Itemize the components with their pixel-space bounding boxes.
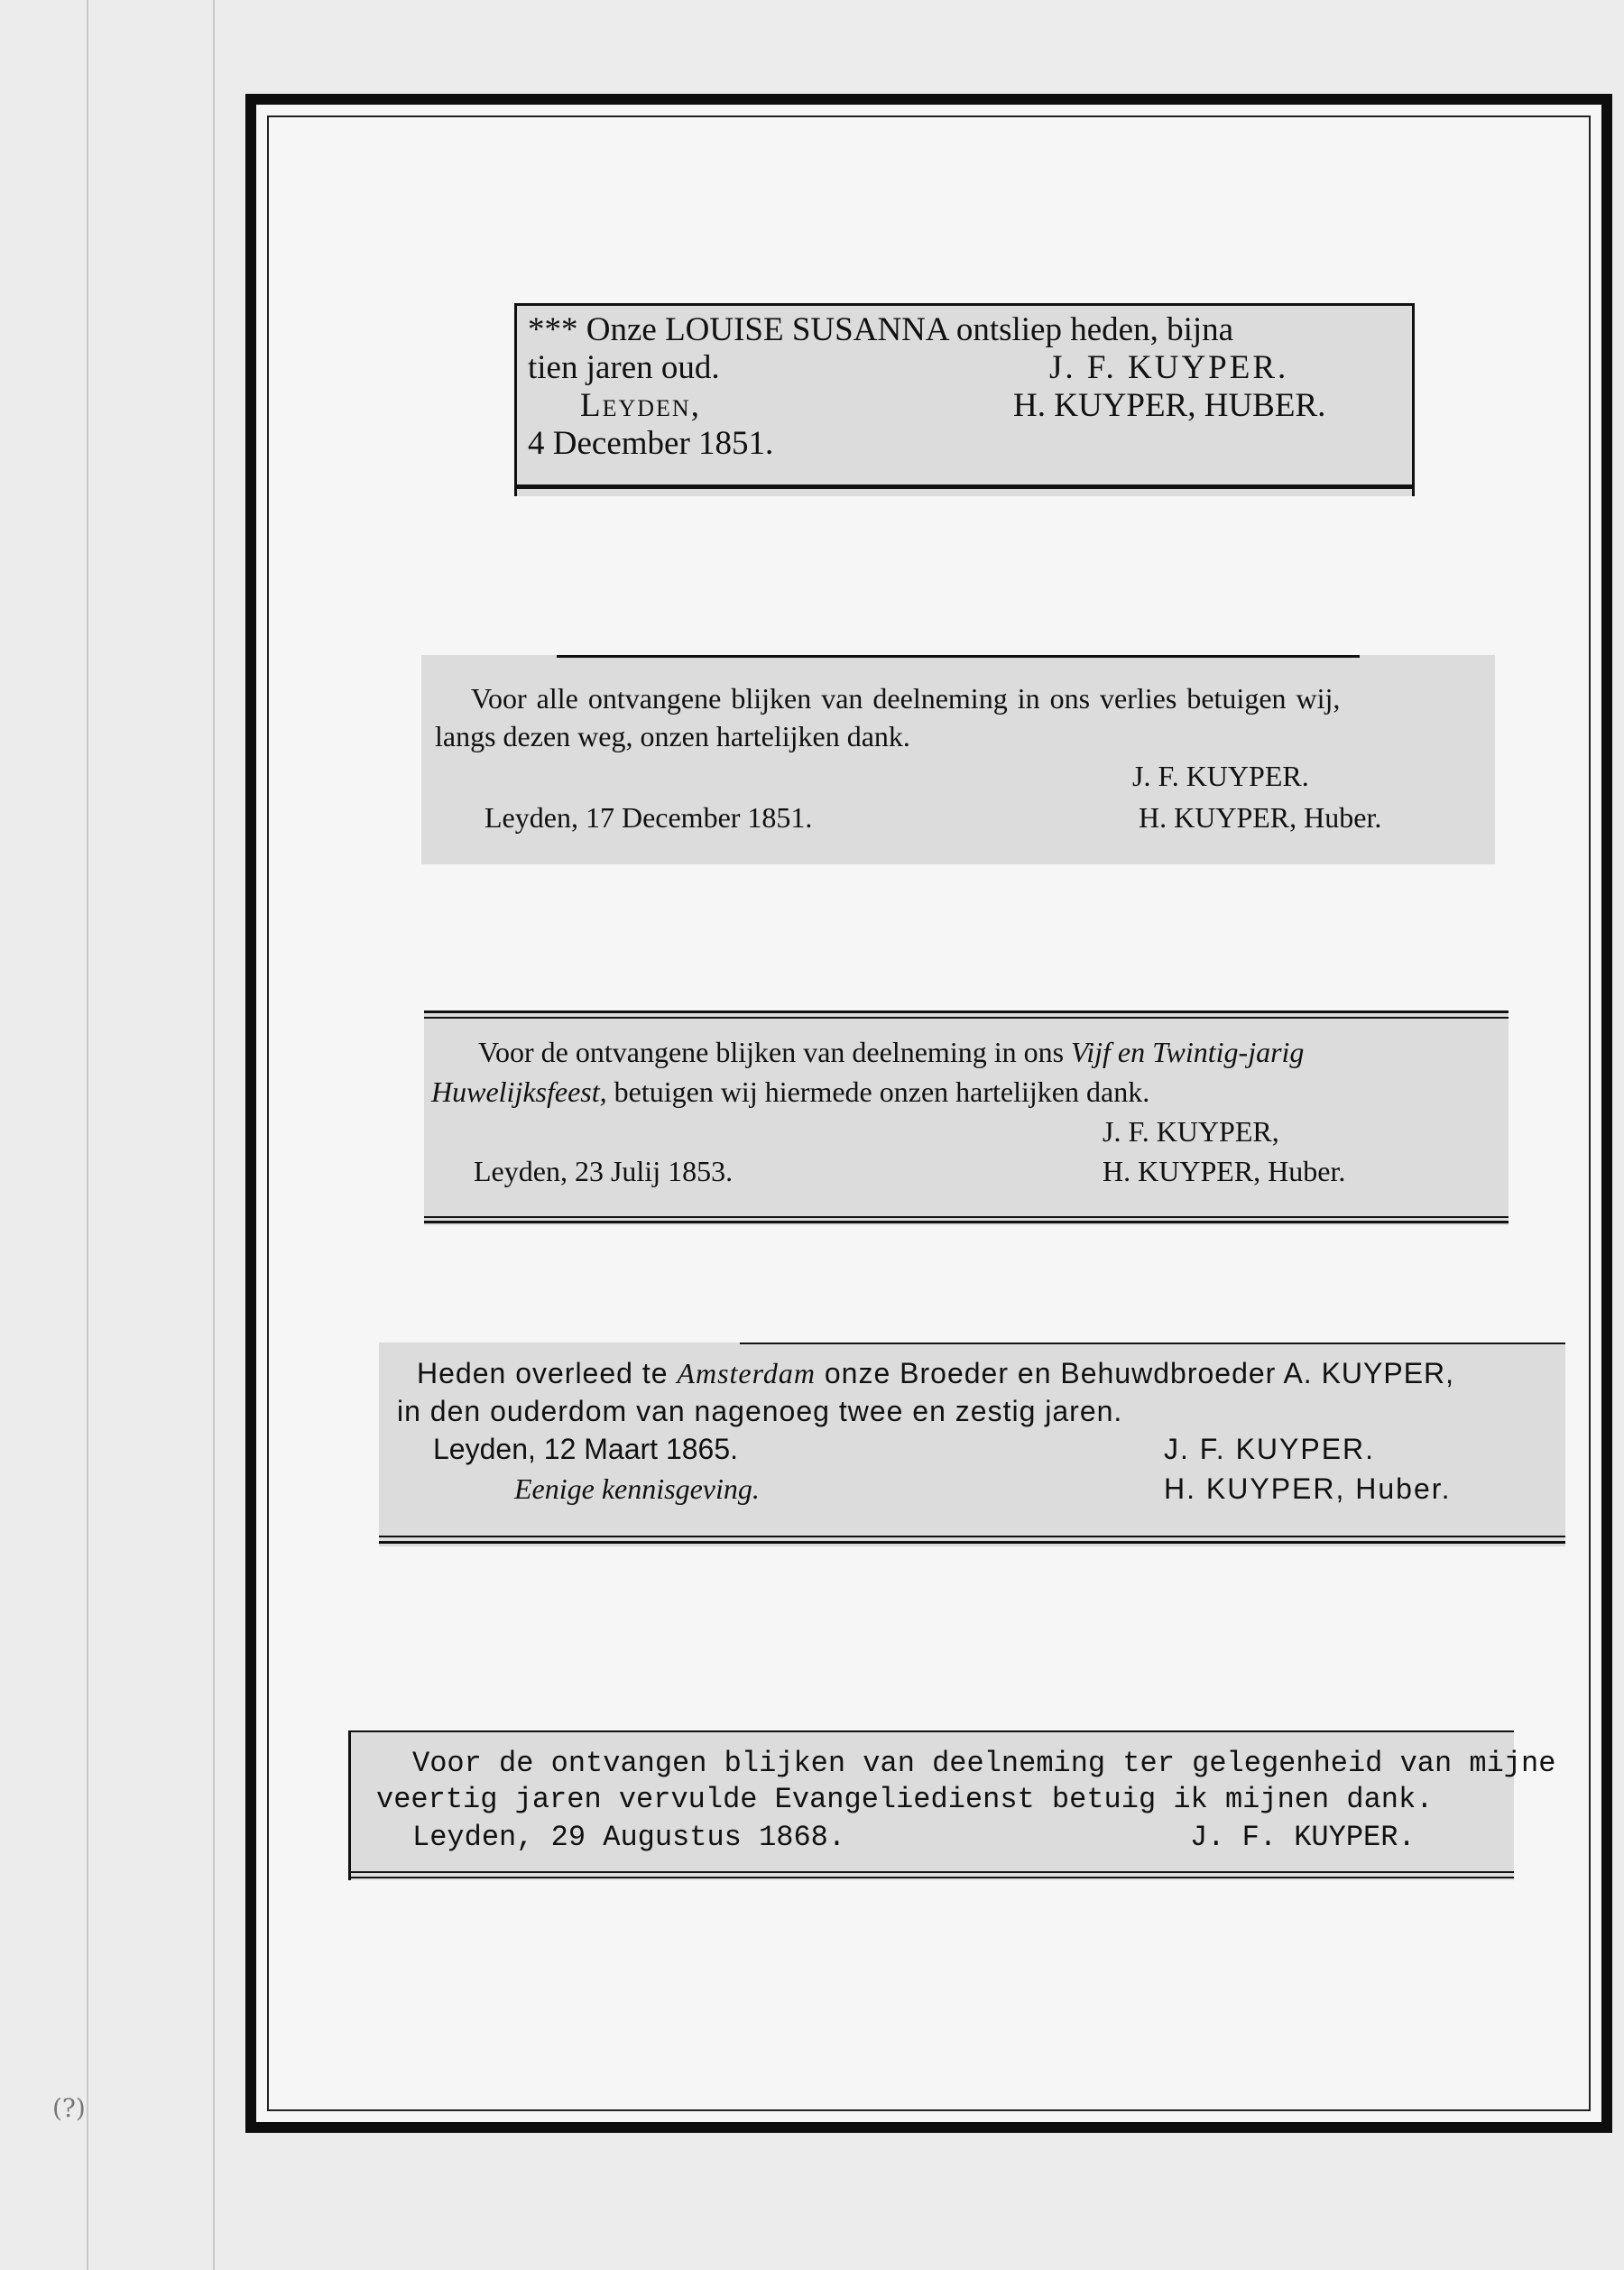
notice-3-line2 (431, 1075, 1149, 1109)
notice-1-line2: tien jaren oud. (528, 349, 720, 386)
notice-3-line2-text: betuigen wij hiermede onzen hartelijken dank. (614, 1075, 1150, 1108)
notice-2-signer-2: H. KUYPER, Huber. (1139, 801, 1382, 834)
notice-3 (424, 1010, 1509, 1225)
notice-2-signer-1: J. F. KUYPER. (1132, 760, 1309, 792)
notice-1-top-rule (517, 303, 1412, 306)
notice-2 (421, 655, 1495, 864)
page-margin-line (87, 0, 88, 2270)
notice-4-place-date: Leyden, 12 Maart 1865. (433, 1433, 739, 1465)
notice-4-line1-italic: Amsterdam (677, 1357, 816, 1389)
notice-5-signer: J. F. KUYPER. (1190, 1821, 1416, 1854)
notice-3-line1-text: Voor de ontvangene blijken van deelneming in ons (478, 1036, 1065, 1068)
notice-5-bottom-rule-1 (351, 1871, 1514, 1873)
notice-4-bottom-rule-1 (379, 1536, 1565, 1537)
notice-1-date: 4 December 1851. (528, 425, 774, 462)
notice-4-line1 (417, 1357, 1454, 1390)
notice-2-line2: langs dezen weg, onzen hartelijken dank. (435, 720, 910, 752)
notice-4 (379, 1343, 1565, 1546)
page-fold-line (213, 0, 215, 2270)
notice-1-line1: *** Onze LOUISE SUSANNA ontsliep heden, bijna (528, 311, 1234, 348)
notice-3-line2-italic: Huwelijksfeest, (431, 1075, 607, 1108)
notice-3-place-date: Leyden, 23 Julij 1853. (474, 1155, 734, 1187)
notice-1-signer-2: H. KUYPER, HUBER. (1013, 387, 1326, 424)
notice-5-line1: Voor de ontvangen blijken van deelneming ter gelegenheid van mijne (412, 1747, 1556, 1780)
notice-4-note: Eenige kennisgeving. (514, 1472, 760, 1505)
notice-2-place-date: Leyden, 17 December 1851. (484, 801, 813, 834)
notice-3-bottom-rule-2 (424, 1221, 1509, 1223)
margin-mark: (?) (52, 2093, 86, 2123)
notice-1 (514, 303, 1415, 496)
notice-3-signer-2: H. KUYPER, Huber. (1103, 1155, 1346, 1187)
notice-4-bottom-rule-2 (379, 1541, 1565, 1544)
notice-5-top-rule (351, 1730, 1514, 1732)
notice-4-signer-1: J. F. KUYPER. (1164, 1433, 1376, 1465)
notice-4-signer-2: H. KUYPER, Huber. (1164, 1472, 1452, 1505)
notice-3-bottom-rule-1 (424, 1216, 1509, 1218)
notice-3-signer-1: J. F. KUYPER, (1103, 1115, 1279, 1148)
notice-5-line2: veertig jaren vervulde Evangeliedienst betuig ik mijnen dank. (376, 1783, 1434, 1816)
notice-4-line1-text-a: Heden overleed te (417, 1357, 669, 1389)
notice-1-bottom-rule (517, 484, 1412, 489)
notice-1-signer-1: J. F. KUYPER. (1049, 349, 1289, 386)
notice-3-line1-italic: Vijf en Twintig-jarig (1071, 1036, 1305, 1068)
notice-4-line1-text-c: onze Broeder en Behuwdbroeder A. KUYPER, (824, 1357, 1455, 1389)
notice-5 (348, 1730, 1556, 1880)
notice-2-line1: Voor alle ontvangene blijken van deelneming in ons verlies betuigen wij, (471, 682, 1341, 715)
notice-2-top-rule (557, 655, 1360, 658)
notice-5-bottom-rule-2 (351, 1877, 1514, 1878)
notice-4-line2: in den ouderdom van nagenoeg twee en zestig jaren. (397, 1395, 1123, 1427)
notice-3-top-rule-2 (424, 1017, 1509, 1019)
notice-4-top-rule (740, 1343, 1565, 1344)
notice-5-place-date: Leyden, 29 Augustus 1868. (412, 1821, 846, 1854)
notice-3-top-rule-1 (424, 1010, 1509, 1013)
notice-3-line1 (478, 1036, 1304, 1069)
notice-1-place: Leyden, (580, 387, 701, 424)
